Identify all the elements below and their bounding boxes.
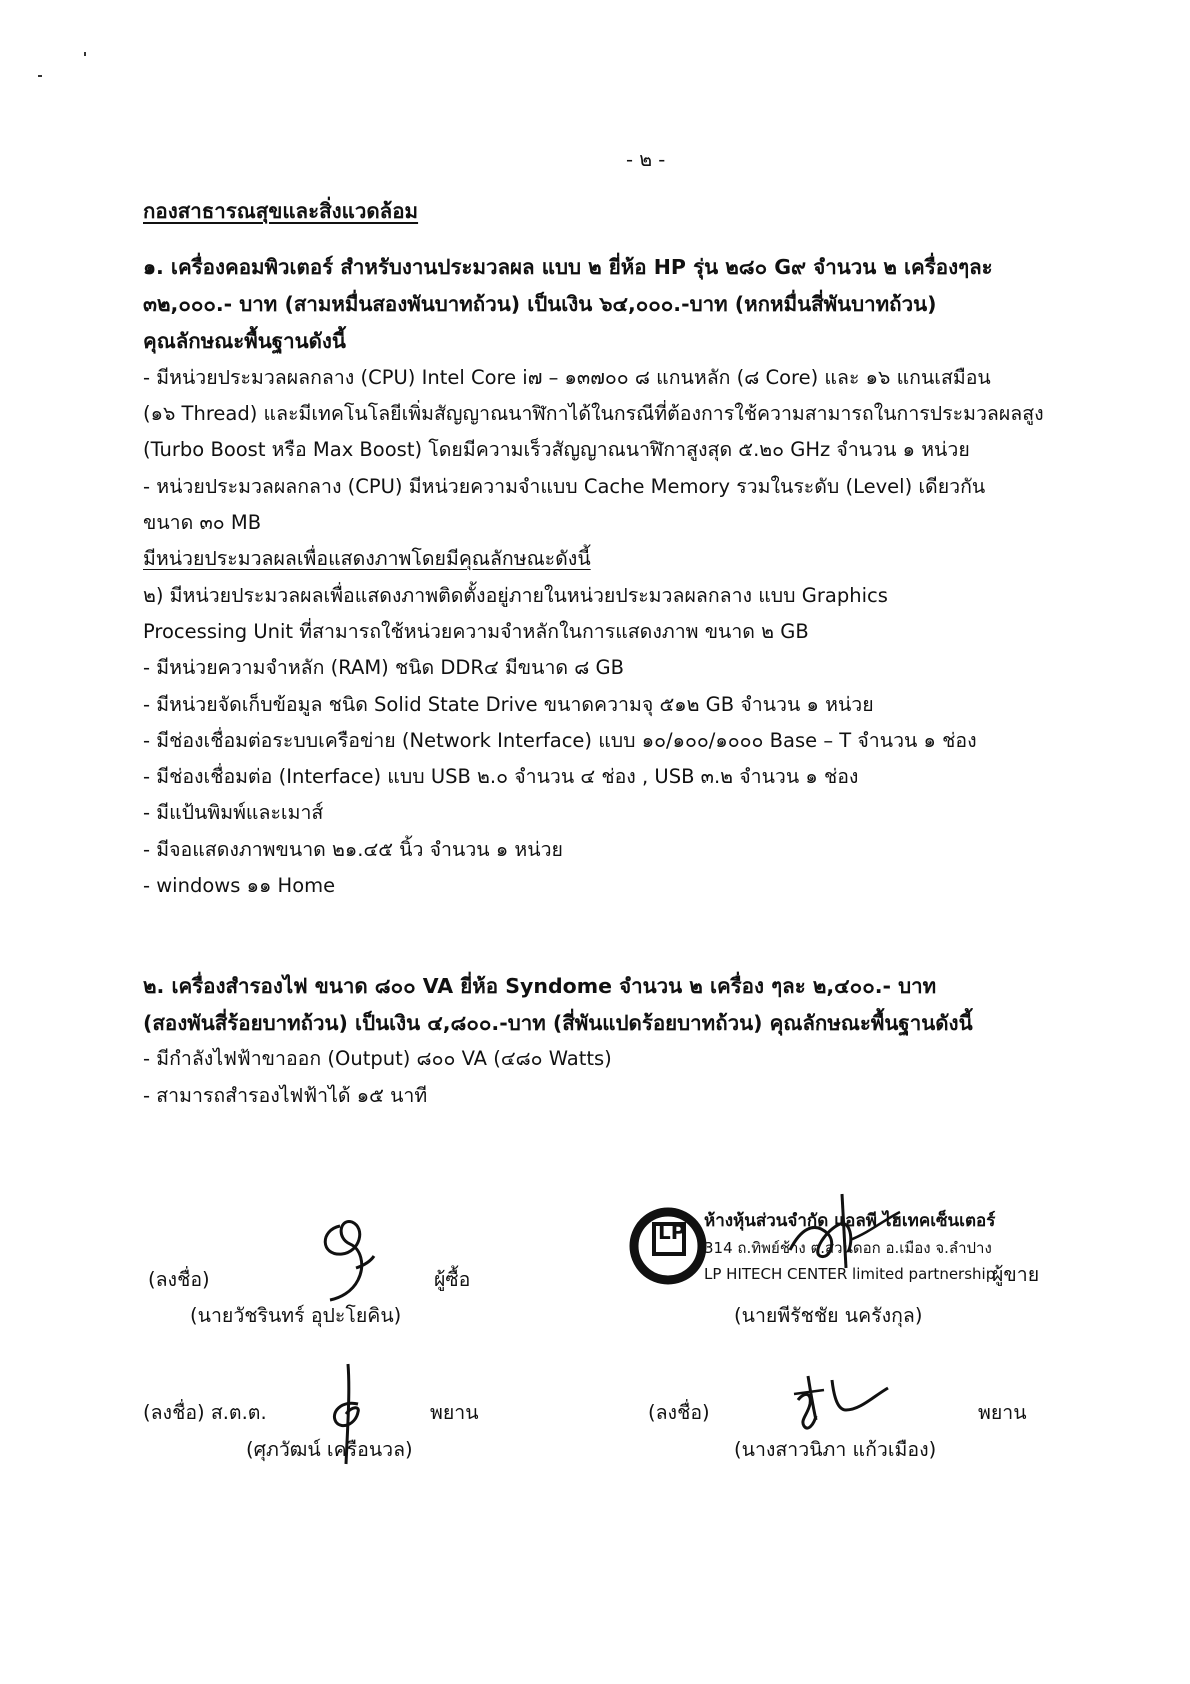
item1-spec-line: (Turbo Boost หรือ Max Boost) โดยมีความเร็วสัญญาณนาฬิกาสูงสุด ๕.๒๐ GHz จำนวน ๑ หน่วย [143,438,970,461]
item2-spec-line: - สามารถสำรองไฟฟ้าได้ ๑๕ นาที [143,1084,428,1107]
item1-title-line: ๑. เครื่องคอมพิวเตอร์ สำหรับงานประมวลผล แบบ ๒ ยี่ห้อ HP รุ่น ๒๘๐ G๙ จำนวน ๒ เครื่องๆละ [143,255,993,279]
stamp-company-english: LP HITECH CENTER limited partnership [704,1265,996,1283]
stamp-logo-text: LP [658,1220,686,1244]
item1-spec-line: - มีหน่วยประมวลผลกลาง (CPU) Intel Core i๗ – ๑๓๗๐๐ ๘ แกนหลัก (๘ Core) และ ๑๖ แกนเสมือน [143,366,991,389]
item1-graphics-line: - windows ๑๑ Home [143,874,336,897]
item1-graphics-line: - มีจอแสดงภาพขนาด ๒๑.๔๕ นิ้ว จำนวน ๑ หน่วย [143,838,563,861]
page-number: - ๒ - [626,148,666,171]
witness2-name: (นางสาวนิภา แก้วเมือง) [734,1438,937,1461]
witness2-role: พยาน [978,1401,1027,1424]
item2-title-line: (สองพันสี่ร้อยบาทถ้วน) เป็นเงิน ๔,๘๐๐.-บาท (สี่พันแปดร้อยบาทถ้วน) คุณลักษณะพื้นฐานดังนี้ [143,1011,973,1035]
buyer-signature [300,1208,390,1308]
item1-graphics-line: Processing Unit ที่สามารถใช้หน่วยความจำหลักในการแสดงภาพ ขนาด ๒ GB [143,620,809,643]
graphics-heading: มีหน่วยประมวลผลเพื่อแสดงภาพโดยมีคุณลักษณะดังนี้ [143,547,591,570]
item1-graphics-line: - มีหน่วยจัดเก็บข้อมูล ชนิด Solid State Drive ขนาดความจุ ๕๑๒ GB จำนวน ๑ หน่วย [143,693,874,716]
witness1-signed-label: (ลงชื่อ) ส.ต.ต. [143,1401,267,1424]
seller-role: ผู้ขาย [992,1263,1040,1286]
witness1-role: พยาน [430,1401,479,1424]
division-heading: กองสาธารณสุขและสิ่งแวดล้อม [143,199,419,223]
buyer-name: (นายวัชรินทร์ อุปะโยคิน) [190,1304,402,1327]
witness2-signed-label: (ลงชื่อ) [648,1401,710,1424]
item2-spec-line: - มีกำลังไฟฟ้าขาออก (Output) ๘๐๐ VA (๔๘๐ Watts) [143,1047,612,1070]
scan-speck [38,75,42,77]
stamp-address: 314 ถ.ทิพย์ช้าง ต.สวนดอก อ.เมือง จ.ลำปาง [704,1239,992,1257]
item2-title-line: ๒. เครื่องสำรองไฟ ขนาด ๘๐๐ VA ยี่ห้อ Syndome จำนวน ๒ เครื่อง ๆละ ๒,๔๐๐.- บาท [143,974,937,998]
item1-graphics-line: - มีช่องเชื่อมต่อ (Interface) แบบ USB ๒.๐ จำนวน ๔ ช่อง , USB ๓.๒ จำนวน ๑ ช่อง [143,765,859,788]
item1-spec-line: ขนาด ๓๐ MB [143,511,262,534]
item1-graphics-line: - มีหน่วยความจำหลัก (RAM) ชนิด DDR๔ มีขนาด ๘ GB [143,656,624,679]
witness2-signature [786,1370,896,1440]
item1-title-line: ๓๒,๐๐๐.- บาท (สามหมื่นสองพันบาทถ้วน) เป็นเงิน ๖๔,๐๐๐.-บาท (หกหมื่นสี่พันบาทถ้วน) [143,292,937,316]
item1-title-line: คุณลักษณะพื้นฐานดังนี้ [143,329,346,353]
item1-spec-line: (๑๖ Thread) และมีเทคโนโลยีเพิ่มสัญญาณนาฬิกาได้ในกรณีที่ต้องการใช้ความสามารถในการประมวลผลสูง [143,402,1044,425]
seller-name: (นายพีรัชชัย นครังกุล) [734,1304,923,1327]
company-stamp-logo [628,1206,708,1286]
item1-graphics-line: - มีแป้นพิมพ์และเมาส์ [143,801,324,824]
witness1-name: (ศุภวัฒน์ เครือนวล) [246,1438,413,1461]
buyer-role: ผู้ซื้อ [434,1268,471,1291]
stamp-company-thai: ห้างหุ้นส่วนจำกัด แอลพี ไฮเทคเซ็นเตอร์ [704,1211,996,1231]
item1-graphics-line: ๒) มีหน่วยประมวลผลเพื่อแสดงภาพติดตั้งอยู่ภายในหน่วยประมวลผลกลาง แบบ Graphics [143,584,888,607]
item1-spec-line: - หน่วยประมวลผลกลาง (CPU) มีหน่วยความจำแบบ Cache Memory รวมในระดับ (Level) เดียวกัน [143,475,986,498]
buyer-signed-label: (ลงชื่อ) [148,1268,210,1291]
scan-speck [84,52,86,56]
seller-signature [780,1190,920,1280]
item1-graphics-line: - มีช่องเชื่อมต่อระบบเครือข่าย (Network Interface) แบบ ๑๐/๑๐๐/๑๐๐๐ Base – T จำนวน ๑ ช่อง [143,729,977,752]
